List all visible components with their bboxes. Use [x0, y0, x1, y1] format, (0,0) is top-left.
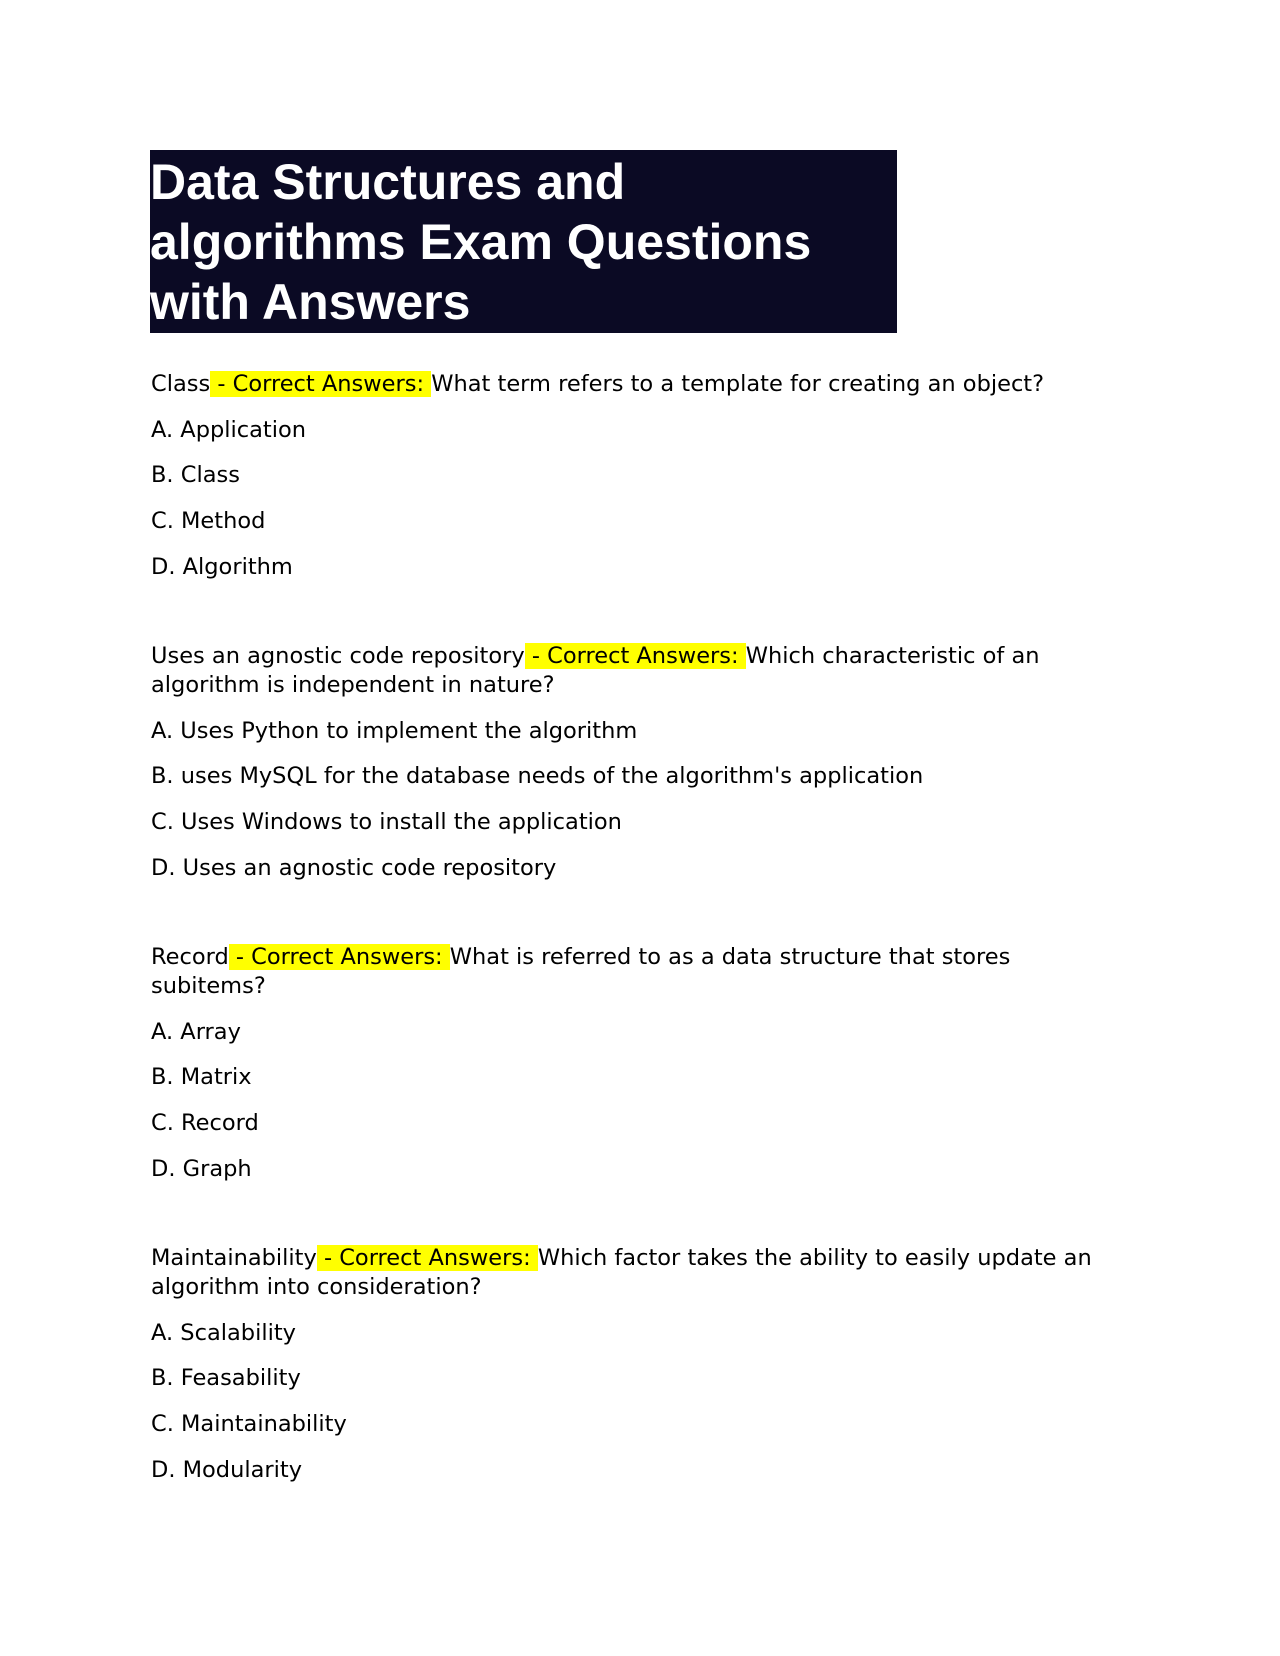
options-list [151, 1319, 1131, 1485]
title-banner [150, 150, 897, 333]
question-prompt: Which characteristic of an algorithm is independent in nature? [151, 643, 1040, 698]
option-a: A. Scalability [151, 1319, 296, 1346]
option-d: D. Graph [151, 1155, 252, 1182]
option-a: A. Application [151, 416, 307, 443]
option-b: B. Feasability [151, 1365, 301, 1392]
option-d: D. Algorithm [151, 553, 293, 580]
answer-term: Maintainability [151, 1245, 317, 1271]
options-list [151, 1018, 1131, 1184]
title-line-1: Data Structures and [150, 154, 626, 210]
option-b: B. uses MySQL for the database needs of the algorithm's application [151, 763, 924, 790]
answer-term: Record [151, 944, 229, 970]
question-text [151, 642, 1131, 700]
option-b: B. Class [151, 462, 240, 489]
option-a: A. Array [151, 1018, 241, 1045]
option-d: D. Uses an agnostic code repository [151, 854, 557, 881]
title-line-3: with Answers [150, 274, 471, 330]
question-block-4 [151, 1244, 1131, 1485]
correct-answers-marker: - Correct Answers: [316, 1245, 538, 1271]
question-prompt: What term refers to a template for creating an object? [431, 371, 1045, 397]
question-text [151, 943, 1131, 1001]
question-text [151, 1244, 1131, 1302]
option-c: C. Uses Windows to install the application [151, 809, 622, 836]
option-c: C. Method [151, 508, 266, 535]
question-block-1 [151, 370, 1131, 582]
correct-answers-marker: - Correct Answers: [228, 944, 450, 970]
answer-term: Uses an agnostic code repository [151, 643, 525, 669]
question-block-2 [151, 642, 1131, 883]
option-c: C. Record [151, 1110, 259, 1137]
options-list [151, 717, 1131, 883]
option-a: A. Uses Python to implement the algorithm [151, 717, 638, 744]
title-line-2: algorithms Exam Questions [150, 214, 812, 270]
answer-term: Class [151, 371, 211, 397]
question-prompt: What is referred to as a data structure that stores subitems? [151, 944, 1011, 999]
question-block-3 [151, 943, 1131, 1184]
option-d: D. Modularity [151, 1456, 303, 1483]
question-prompt: Which factor takes the ability to easily update an algorithm into consideration? [151, 1245, 1092, 1300]
correct-answers-marker: - Correct Answers: [210, 371, 432, 397]
option-b: B. Matrix [151, 1064, 252, 1091]
question-text [151, 370, 1131, 399]
options-list [151, 416, 1131, 582]
correct-answers-marker: - Correct Answers: [524, 643, 746, 669]
option-c: C. Maintainability [151, 1411, 347, 1438]
